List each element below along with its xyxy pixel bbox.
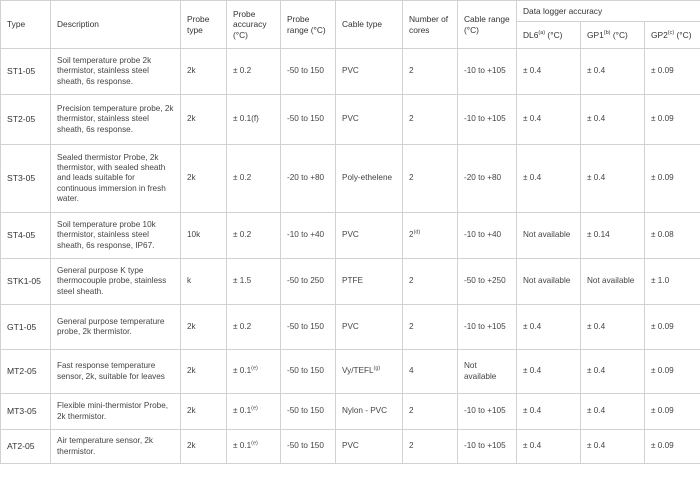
cell-type: MT2-05 xyxy=(1,350,51,394)
cores-value: 4 xyxy=(409,366,414,376)
cell-description: Soil temperature probe 10k thermistor, stainless steel sheath, 6s response, IP67. xyxy=(51,213,181,259)
accuracy-value: ± 0.1(f) xyxy=(233,114,259,124)
cell-gp1: ± 0.14 xyxy=(581,213,645,259)
cell-probe-type: 10k xyxy=(181,213,227,259)
accuracy-value: ± 0.2 xyxy=(233,173,252,183)
cores-value: 2 xyxy=(409,441,414,451)
header-dl6 xyxy=(517,22,581,49)
cell-dl6: ± 0.4 xyxy=(517,95,581,145)
cell-accuracy xyxy=(227,350,281,394)
header-row xyxy=(1,1,700,22)
table-row xyxy=(1,350,700,394)
header-gp1 xyxy=(581,22,645,49)
cell-cable-type xyxy=(336,430,403,464)
cell-cores xyxy=(403,49,458,95)
cell-cable-range: -10 to +105 xyxy=(458,430,517,464)
header-number-of-cores: Number of cores xyxy=(403,1,458,49)
cell-dl6: ± 0.4 xyxy=(517,394,581,430)
cell-type: ST3-05 xyxy=(1,145,51,213)
gp1-footnote: (b) xyxy=(603,29,611,36)
header-type: Type xyxy=(1,1,51,49)
cell-type: ST2-05 xyxy=(1,95,51,145)
header-data-logger-accuracy: Data logger accuracy xyxy=(517,1,700,22)
cell-cores xyxy=(403,350,458,394)
cell-cable-range: -10 to +105 xyxy=(458,394,517,430)
cell-gp1: ± 0.4 xyxy=(581,95,645,145)
cell-description: Flexible mini-thermistor Probe, 2k thermistor. xyxy=(51,394,181,430)
cell-description: Soil temperature probe 2k thermistor, stainless steel sheath, 6s response. xyxy=(51,49,181,95)
cell-accuracy xyxy=(227,394,281,430)
cable-type-value: PVC xyxy=(342,114,359,124)
dl6-footnote: (a) xyxy=(538,29,546,36)
cell-gp2: ± 0.08 xyxy=(645,213,700,259)
cable-type-value: PVC xyxy=(342,321,359,331)
cell-probe-type: 2k xyxy=(181,145,227,213)
cell-range: -50 to 150 xyxy=(281,95,336,145)
cell-gp2: ± 0.09 xyxy=(645,305,700,350)
cell-gp1: Not available xyxy=(581,259,645,305)
accuracy-value: ± 0.1 xyxy=(233,366,252,376)
cell-description: Fast response temperature sensor, 2k, suitable for leaves xyxy=(51,350,181,394)
cores-value: 2 xyxy=(409,114,414,124)
table-row xyxy=(1,430,700,464)
cell-cable-range: -10 to +105 xyxy=(458,49,517,95)
cell-cable-range: -10 to +105 xyxy=(458,305,517,350)
cell-dl6: ± 0.4 xyxy=(517,430,581,464)
cores-value: 2 xyxy=(409,406,414,416)
cell-cable-type xyxy=(336,305,403,350)
cell-range: -20 to +80 xyxy=(281,145,336,213)
cell-dl6: Not available xyxy=(517,259,581,305)
cell-dl6: ± 0.4 xyxy=(517,145,581,213)
gp1-unit: (°C) xyxy=(610,29,628,40)
cell-cable-range: -10 to +40 xyxy=(458,213,517,259)
cell-cable-type xyxy=(336,350,403,394)
cell-cable-type xyxy=(336,213,403,259)
accuracy-value: ± 0.1 xyxy=(233,441,252,451)
cell-cable-type xyxy=(336,95,403,145)
cell-cable-range: Not available xyxy=(458,350,517,394)
cell-accuracy xyxy=(227,145,281,213)
cores-value: 2 xyxy=(409,230,414,240)
cell-cores xyxy=(403,305,458,350)
cable-type-value: PVC xyxy=(342,441,359,451)
cell-accuracy xyxy=(227,213,281,259)
cell-description: Air temperature sensor, 2k thermistor. xyxy=(51,430,181,464)
cell-cores xyxy=(403,145,458,213)
cell-cores xyxy=(403,213,458,259)
cell-accuracy xyxy=(227,430,281,464)
cores-value: 2 xyxy=(409,321,414,331)
cell-range: -10 to +40 xyxy=(281,213,336,259)
cable-type-value: Nylon - PVC xyxy=(342,406,388,416)
cell-type: ST4-05 xyxy=(1,213,51,259)
cell-type: MT3-05 xyxy=(1,394,51,430)
table-row xyxy=(1,394,700,430)
cable-type-value: Poly-ethelene xyxy=(342,173,393,183)
table-row xyxy=(1,259,700,305)
cell-cable-range: -20 to +80 xyxy=(458,145,517,213)
cell-gp1: ± 0.4 xyxy=(581,305,645,350)
cores-value: 2 xyxy=(409,66,414,76)
cell-type: ST1-05 xyxy=(1,49,51,95)
cores-value: 2 xyxy=(409,276,414,286)
cell-cores xyxy=(403,430,458,464)
cell-cable-type xyxy=(336,145,403,213)
header-probe-accuracy: Probe accuracy (°C) xyxy=(227,1,281,49)
accuracy-footnote: (e) xyxy=(251,405,258,412)
cell-gp1: ± 0.4 xyxy=(581,430,645,464)
cell-range: -50 to 150 xyxy=(281,394,336,430)
header-gp2 xyxy=(645,22,700,49)
cell-range: -50 to 150 xyxy=(281,49,336,95)
table-row xyxy=(1,49,700,95)
cell-description: General purpose temperature probe, 2k thermistor. xyxy=(51,305,181,350)
cell-range: -50 to 150 xyxy=(281,430,336,464)
cell-cable-range: -50 to +250 xyxy=(458,259,517,305)
cell-gp2: ± 1.0 xyxy=(645,259,700,305)
cell-description: General purpose K type thermocouple probe, stainless steel sheath. xyxy=(51,259,181,305)
gp2-label: GP2 xyxy=(651,29,668,40)
cell-type: STK1-05 xyxy=(1,259,51,305)
cell-accuracy xyxy=(227,49,281,95)
accuracy-value: ± 1.5 xyxy=(233,276,252,286)
cell-probe-type: k xyxy=(181,259,227,305)
cores-value: 2 xyxy=(409,173,414,183)
cell-accuracy xyxy=(227,305,281,350)
cell-range: -50 to 150 xyxy=(281,350,336,394)
header-probe-range: Probe range (°C) xyxy=(281,1,336,49)
accuracy-footnote: (e) xyxy=(251,365,258,372)
cell-accuracy xyxy=(227,95,281,145)
accuracy-value: ± 0.2 xyxy=(233,66,252,76)
dl6-label: DL6 xyxy=(523,29,539,40)
cell-cable-range: -10 to +105 xyxy=(458,95,517,145)
cell-type: AT2-05 xyxy=(1,430,51,464)
table-row xyxy=(1,95,700,145)
cell-range: -50 to 250 xyxy=(281,259,336,305)
cell-gp1: ± 0.4 xyxy=(581,145,645,213)
cell-dl6: ± 0.4 xyxy=(517,305,581,350)
cell-cores xyxy=(403,259,458,305)
cable-type-value: PVC xyxy=(342,230,359,240)
cell-dl6: ± 0.4 xyxy=(517,350,581,394)
header-probe-type: Probe type xyxy=(181,1,227,49)
cell-probe-type: 2k xyxy=(181,95,227,145)
accuracy-value: ± 0.2 xyxy=(233,230,252,240)
cell-probe-type: 2k xyxy=(181,394,227,430)
cell-accuracy xyxy=(227,259,281,305)
header-description: Description xyxy=(51,1,181,49)
cell-gp1: ± 0.4 xyxy=(581,350,645,394)
accuracy-footnote: (e) xyxy=(251,440,258,447)
cell-range: -50 to 150 xyxy=(281,305,336,350)
cable-type-footnote: (g) xyxy=(373,365,381,372)
cable-type-value: PTFE xyxy=(342,276,363,286)
cell-gp2: ± 0.09 xyxy=(645,350,700,394)
cell-dl6: ± 0.4 xyxy=(517,49,581,95)
accuracy-value: ± 0.1 xyxy=(233,406,252,416)
cell-probe-type: 2k xyxy=(181,430,227,464)
cell-gp2: ± 0.09 xyxy=(645,49,700,95)
dl6-unit: (°C) xyxy=(545,29,563,40)
table-row xyxy=(1,145,700,213)
header-cable-range: Cable range (°C) xyxy=(458,1,517,49)
cell-cable-type xyxy=(336,394,403,430)
cell-probe-type: 2k xyxy=(181,350,227,394)
cell-probe-type: 2k xyxy=(181,305,227,350)
cell-gp2: ± 0.09 xyxy=(645,430,700,464)
cell-cable-type xyxy=(336,49,403,95)
table-row xyxy=(1,213,700,259)
cell-type: GT1-05 xyxy=(1,305,51,350)
cell-gp2: ± 0.09 xyxy=(645,394,700,430)
cell-gp1: ± 0.4 xyxy=(581,394,645,430)
cell-description: Sealed thermistor Probe, 2k thermistor, with sealed sheath and leads suitable for continuous immersion in fresh water. xyxy=(51,145,181,213)
cell-cores xyxy=(403,394,458,430)
cell-cable-type xyxy=(336,259,403,305)
cell-gp2: ± 0.09 xyxy=(645,95,700,145)
cell-dl6: Not available xyxy=(517,213,581,259)
gp1-label: GP1 xyxy=(587,29,604,40)
cell-probe-type: 2k xyxy=(181,49,227,95)
cell-gp2: ± 0.09 xyxy=(645,145,700,213)
accuracy-value: ± 0.2 xyxy=(233,321,252,331)
gp2-unit: (°C) xyxy=(674,29,692,40)
cell-gp1: ± 0.4 xyxy=(581,49,645,95)
cable-type-value: Vy/TEFL xyxy=(342,366,374,376)
header-cable-type: Cable type xyxy=(336,1,403,49)
cores-footnote: (d) xyxy=(413,229,421,236)
cell-cores xyxy=(403,95,458,145)
gp2-footnote: (c) xyxy=(667,29,675,36)
cable-type-value: PVC xyxy=(342,66,359,76)
cell-description: Precision temperature probe, 2k thermistor, stainless steel sheath, 6s response. xyxy=(51,95,181,145)
table-row xyxy=(1,305,700,350)
